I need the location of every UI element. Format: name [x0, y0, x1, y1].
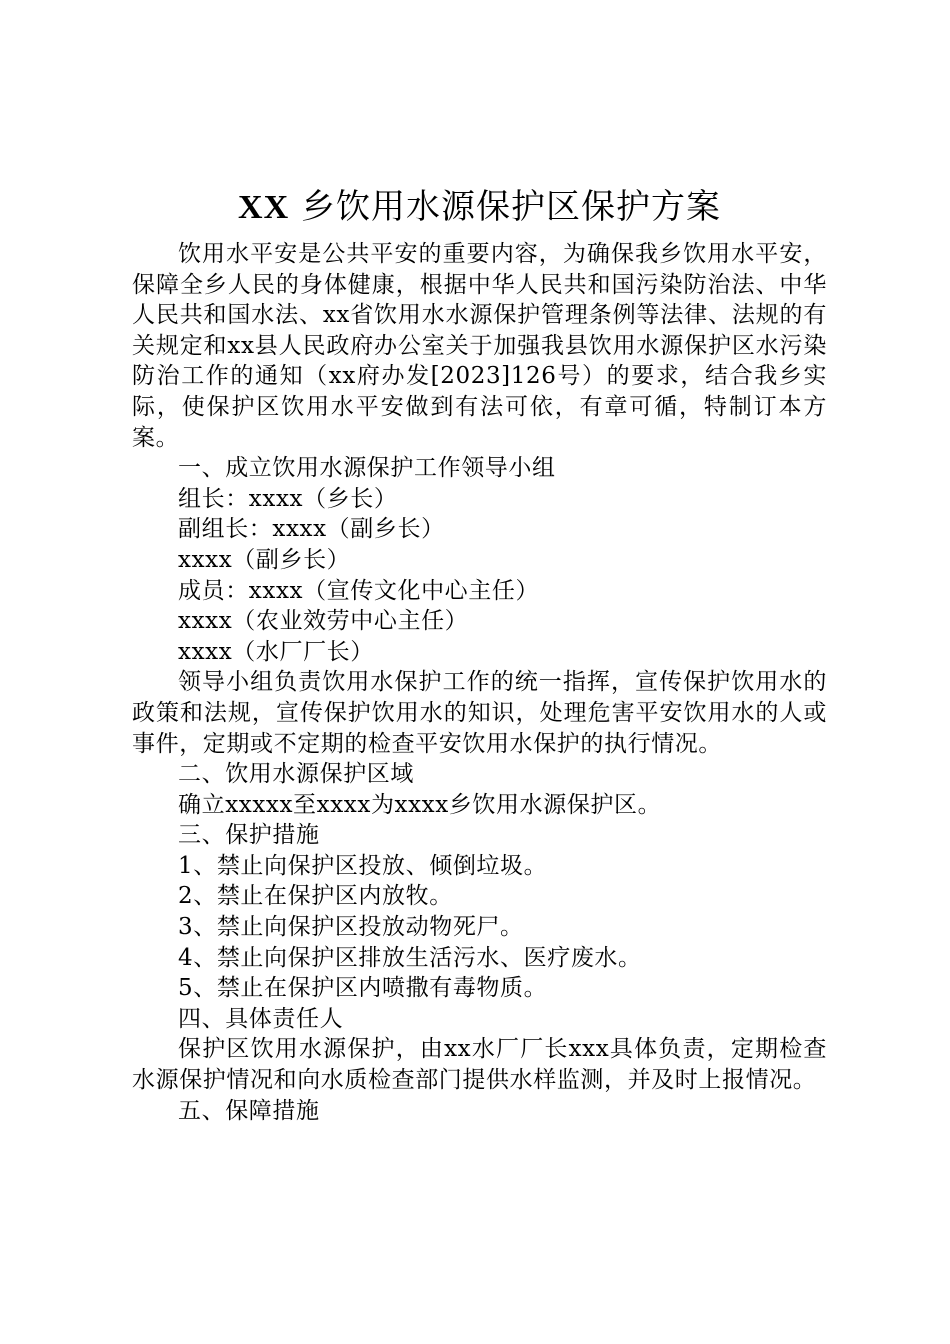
section-2-body: 确立xxxxx至xxxx为xxxx乡饮用水源保护区。 — [178, 791, 662, 818]
deputy-leader-line-2: xxxx（副乡长） — [178, 546, 351, 573]
measure-item-2: 2、禁止在保护区内放牧。 — [178, 883, 453, 910]
section-4-body: 保护区饮用水源保护，由xx水厂厂长xxx具体负责，定期检查水源保护情况和向水质检查部门提供水样监测，并及时上报情况。 — [132, 1036, 827, 1094]
measure-item-5: 5、禁止在保护区内喷撒有毒物质。 — [178, 975, 548, 1002]
document-title — [132, 182, 827, 233]
section-3-heading: 三、保护措施 — [178, 822, 320, 849]
measure-item-1: 1、禁止向保护区投放、倾倒垃圾。 — [178, 852, 548, 879]
section-4-heading: 四、具体责任人 — [178, 1005, 344, 1032]
intro-paragraph: 饮用水平安是公共平安的重要内容，为确保我乡饮用水平安，保障全乡人民的身体健康，根据中华人民共和国污染防治法、中华人民共和国水法、xx省饮用水水源保护管理条例等法律、法规的有关规定和xx县人民政府办公室关于加强我县饮用水源保护区水污染防治工作的通知（xx府办发[2023]126号）的要求，结合我乡实际，使保护区饮用水平安做到有法可依，有章可循，特制订本方案。 — [132, 241, 827, 451]
member-line-3: xxxx（水厂厂长） — [178, 638, 374, 665]
title-text: 乡饮用水源保护区保护方案 — [300, 187, 721, 227]
section-2-heading: 二、饮用水源保护区域 — [178, 761, 414, 788]
section-1-heading: 一、成立饮用水源保护工作领导小组 — [178, 455, 556, 482]
section-1-body: 领导小组负责饮用水保护工作的统一指挥，宣传保护饮用水的政策和法规，宣传保护饮用水的知识，处理危害平安饮用水的人或事件，定期或不定期的检查平安饮用水保护的执行情况。 — [132, 669, 827, 757]
leader-line: 组长：xxxx（乡长） — [178, 485, 398, 512]
document-page — [132, 182, 827, 1126]
title-prefix: XX — [238, 189, 290, 226]
member-line-2: xxxx（农业效劳中心主任） — [178, 608, 469, 635]
section-5-heading: 五、保障措施 — [178, 1097, 320, 1124]
measure-item-3: 3、禁止向保护区投放动物死尸。 — [178, 914, 524, 941]
measure-item-4: 4、禁止向保护区排放生活污水、医疗废水。 — [178, 944, 642, 971]
member-line-1: 成员：xxxx（宣传文化中心主任） — [178, 577, 540, 604]
deputy-leader-line: 副组长：xxxx（副乡长） — [178, 516, 445, 543]
